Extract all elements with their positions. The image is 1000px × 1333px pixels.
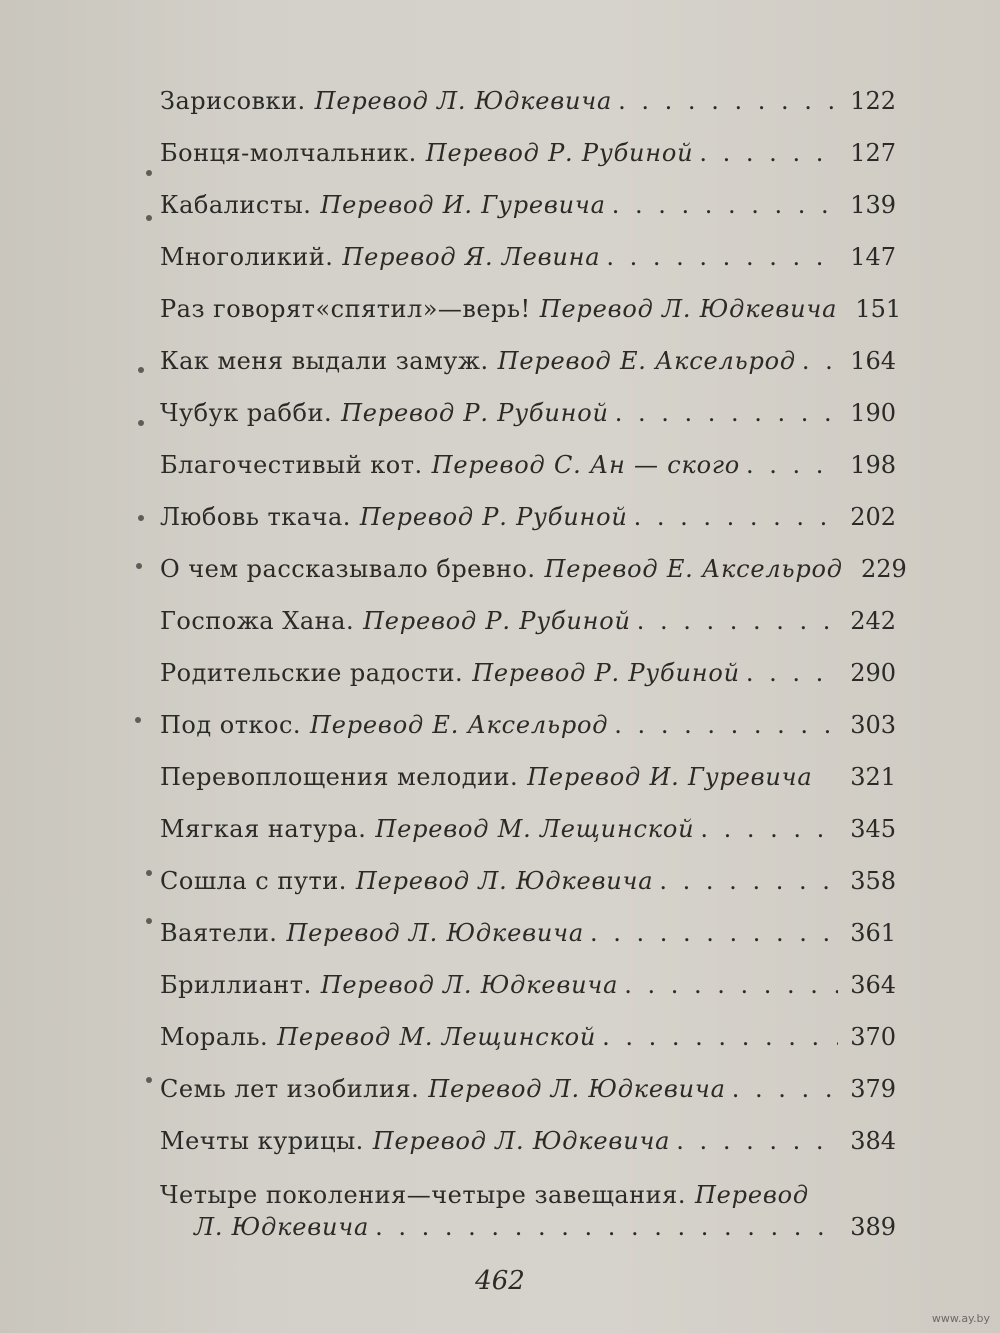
entry-page: 361 [850, 919, 896, 947]
entry-page: 122 [850, 87, 896, 115]
entry-page: 139 [850, 191, 896, 219]
entry-page: 345 [850, 815, 896, 843]
entry-page: 321 [850, 763, 896, 791]
entry-translator: Перевод Р. Рубиной [472, 659, 740, 687]
toc-entry [160, 1022, 896, 1052]
dot-leader [732, 1074, 838, 1104]
entry-page: 384 [850, 1127, 896, 1155]
entry-title: Четыре поколения—четыре завещания. [160, 1181, 686, 1209]
entry-page: 290 [850, 659, 896, 687]
pencil-mark [146, 918, 152, 924]
toc-entry [160, 554, 907, 584]
entry-translator: Перевод Л. Юдкевича [314, 87, 613, 115]
toc-entry [160, 242, 896, 272]
toc-entry [160, 502, 896, 532]
entry-translator: Перевод М. Лещинской [375, 815, 695, 843]
toc-entry-last-line1 [160, 1180, 896, 1210]
pencil-mark [136, 563, 142, 569]
entry-translator: Перевод Р. Рубиной [363, 607, 631, 635]
entry-page: 370 [850, 1023, 896, 1051]
entry-translator: Перевод Я. Левина [342, 243, 601, 271]
toc-entry [160, 970, 896, 1000]
dot-leader [612, 190, 838, 220]
entry-title: Госпожа Хана. [160, 607, 355, 635]
entry-title: Раз говорят«спятил»—верь! [160, 295, 531, 323]
entry-page: 364 [850, 971, 896, 999]
toc-entry [160, 866, 896, 896]
toc-entry-last-line2 [194, 1212, 896, 1242]
dot-leader [746, 450, 838, 480]
entry-translator: Перевод Е. Аксельрод [310, 711, 609, 739]
entry-title: Многоликий. [160, 243, 334, 271]
entry-title: Перевоплощения мелодии. [160, 763, 519, 791]
page-number: 462 [475, 1266, 525, 1296]
toc-entry [160, 1126, 896, 1156]
dot-leader [699, 138, 838, 168]
entry-page: 147 [850, 243, 896, 271]
entry-translator: Перевод Р. Рубиной [341, 399, 609, 427]
toc-entry [160, 190, 896, 220]
entry-title: Сошла с пути. [160, 867, 347, 895]
entry-title: Зарисовки. [160, 87, 306, 115]
entry-title: Мечты курицы. [160, 1127, 364, 1155]
entry-page: 198 [850, 451, 896, 479]
entry-translator: Перевод М. Лещинской [277, 1023, 597, 1051]
entry-title: Семь лет изобилия. [160, 1075, 420, 1103]
entry-translator: Перевод Л. Юдкевича [428, 1075, 726, 1103]
entry-title: Благочестивый кот. [160, 451, 423, 479]
dot-leader [746, 658, 838, 688]
entry-page: 164 [850, 347, 896, 375]
dot-leader [590, 918, 838, 948]
entry-translator: Перевод Л. Юдкевича [355, 867, 654, 895]
dot-leader [606, 242, 838, 272]
pencil-mark [146, 870, 152, 876]
entry-translator: Перевод И. Гуревича [527, 763, 813, 791]
toc-entry [160, 138, 896, 168]
pencil-mark [135, 717, 141, 723]
pencil-mark [146, 215, 152, 221]
entry-translator: Перевод И. Гуревича [320, 191, 606, 219]
entry-title: Как меня выдали замуж. [160, 347, 489, 375]
dot-leader [676, 1126, 838, 1156]
toc-entry [160, 86, 896, 116]
entry-translator: Перевод Р. Рубиной [359, 503, 628, 531]
entry-translator: Перевод Е. Аксельрод [544, 555, 843, 583]
dot-leader [802, 346, 838, 376]
entry-title: Бонця-молчальник. [160, 139, 417, 167]
entry-translator: Перевод Р. Рубиной [425, 139, 694, 167]
entry-title: Кабалисты. [160, 191, 312, 219]
entry-translator: Перевод С. Ан — ского [431, 451, 741, 479]
entry-translator-part2: Л. Юдкевича [194, 1213, 370, 1241]
toc-entry [160, 606, 896, 636]
dot-leader [375, 1212, 838, 1242]
entry-page: 389 [850, 1213, 896, 1241]
entry-page: 242 [850, 607, 896, 635]
dot-leader [602, 1022, 838, 1052]
entry-title: О чем рассказывало бревно. [160, 555, 536, 583]
entry-translator: Перевод Л. Юдкевича [539, 295, 838, 323]
entry-translator: Перевод Л. Юдкевича [320, 971, 619, 999]
entry-title: Ваятели. [160, 919, 278, 947]
entry-translator-part1: Перевод [694, 1181, 809, 1209]
entry-title: Бриллиант. [160, 971, 312, 999]
toc-entry [160, 294, 902, 324]
entry-translator: Перевод Л. Юдкевича [372, 1127, 671, 1155]
entry-translator: Перевод Е. Аксельрод [497, 347, 796, 375]
toc-entry [160, 1074, 896, 1104]
dot-leader [634, 502, 838, 532]
pencil-mark [146, 1077, 152, 1083]
dot-leader [618, 86, 838, 116]
toc-entry [160, 450, 896, 480]
toc-entry [160, 710, 896, 740]
entry-translator: Перевод Л. Юдкевича [286, 919, 584, 947]
toc-entry [160, 762, 896, 792]
pencil-mark [146, 170, 152, 176]
entry-title: Под откос. [160, 711, 302, 739]
dot-leader [637, 606, 838, 636]
toc-entry [160, 918, 896, 948]
dot-leader [614, 710, 838, 740]
watermark: www.ay.by [931, 1312, 990, 1325]
entry-title: Мораль. [160, 1023, 269, 1051]
pencil-mark [138, 515, 144, 521]
dot-leader [659, 866, 838, 896]
entry-page: 358 [850, 867, 896, 895]
entry-title: Мягкая натура. [160, 815, 367, 843]
toc-entry [160, 346, 896, 376]
entry-page: 229 [860, 555, 907, 583]
entry-page: 127 [850, 139, 896, 167]
entry-page: 202 [850, 503, 896, 531]
dot-leader [615, 398, 838, 428]
dot-leader [624, 970, 838, 1000]
entry-page: 190 [850, 399, 896, 427]
pencil-mark [138, 367, 144, 373]
toc-entry [160, 814, 896, 844]
toc-entry [160, 398, 896, 428]
pencil-mark [138, 420, 144, 426]
entry-title: Чубук рабби. [160, 399, 333, 427]
entry-page: 379 [850, 1075, 896, 1103]
entry-page: 151 [855, 295, 902, 323]
entry-page: 303 [850, 711, 896, 739]
toc-entry [160, 658, 896, 688]
entry-title: Любовь ткача. [160, 503, 351, 531]
dot-leader [700, 814, 838, 844]
entry-title: Родительские радости. [160, 659, 464, 687]
